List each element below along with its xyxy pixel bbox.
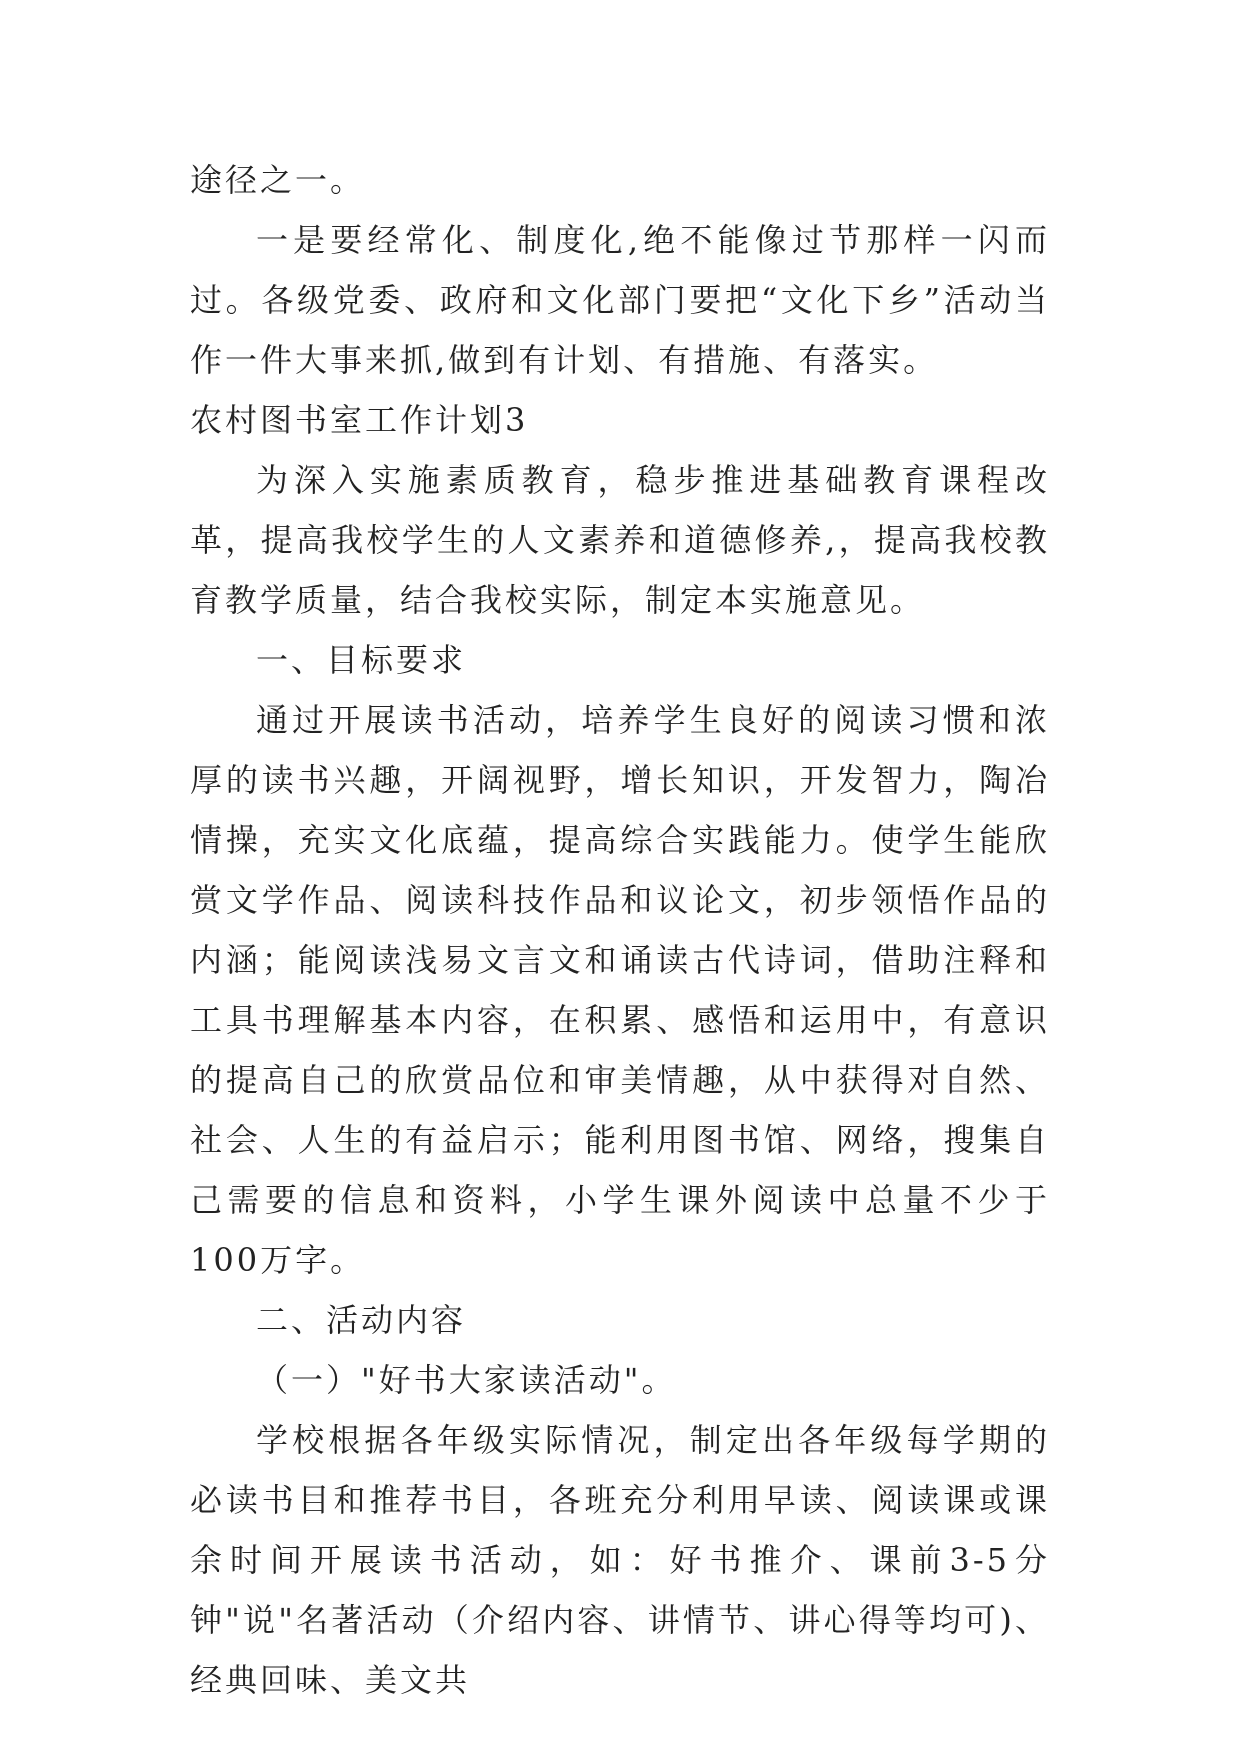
document-body <box>190 150 1050 1710</box>
paragraph-intro: 为深入实施素质教育，稳步推进基础教育课程改革，提高我校学生的人文素养和道德修养,，提高我校教育教学质量，结合我校实际，制定本实施意见。 <box>190 461 1050 619</box>
paragraph-regular: 一是要经常化、制度化,绝不能像过节那样一闪而过。各级党委、政府和文化部门要把“文化下乡”活动当作一件大事来抓,做到有计划、有措施、有落实。 <box>190 221 1050 379</box>
heading-goals: 一、目标要求 <box>256 641 467 679</box>
heading-activities: 二、活动内容 <box>256 1301 467 1339</box>
section-title: 农村图书室工作计划3 <box>190 401 529 439</box>
paragraph-activity-1: 学校根据各年级实际情况，制定出各年级每学期的必读书目和推荐书目，各班充分利用早读、阅读课或课余时间开展读书活动，如：好书推介、课前3-5分钟"说"名著活动（介绍内容、讲情节、讲心得等均可)、经典回味、美文共 <box>190 1421 1050 1699</box>
paragraph-goals: 通过开展读书活动，培养学生良好的阅读习惯和浓厚的读书兴趣，开阔视野，增长知识，开发智力，陶冶情操，充实文化底蕴，提高综合实践能力。使学生能欣赏文学作品、阅读科技作品和议论文，初步领悟作品的内涵；能阅读浅易文言文和诵读古代诗词，借助注释和工具书理解基本内容，在积累、感悟和运用中，有意识的提高自己的欣赏品位和审美情趣，从中获得对自然、社会、人生的有益启示；能利用图书馆、网络，搜集自己需要的信息和资料，小学生课外阅读中总量不少于100万字。 <box>190 701 1050 1279</box>
subheading-activity-1: （一）"好书大家读活动"。 <box>256 1361 677 1399</box>
paragraph-continuation: 途径之一。 <box>190 161 366 199</box>
